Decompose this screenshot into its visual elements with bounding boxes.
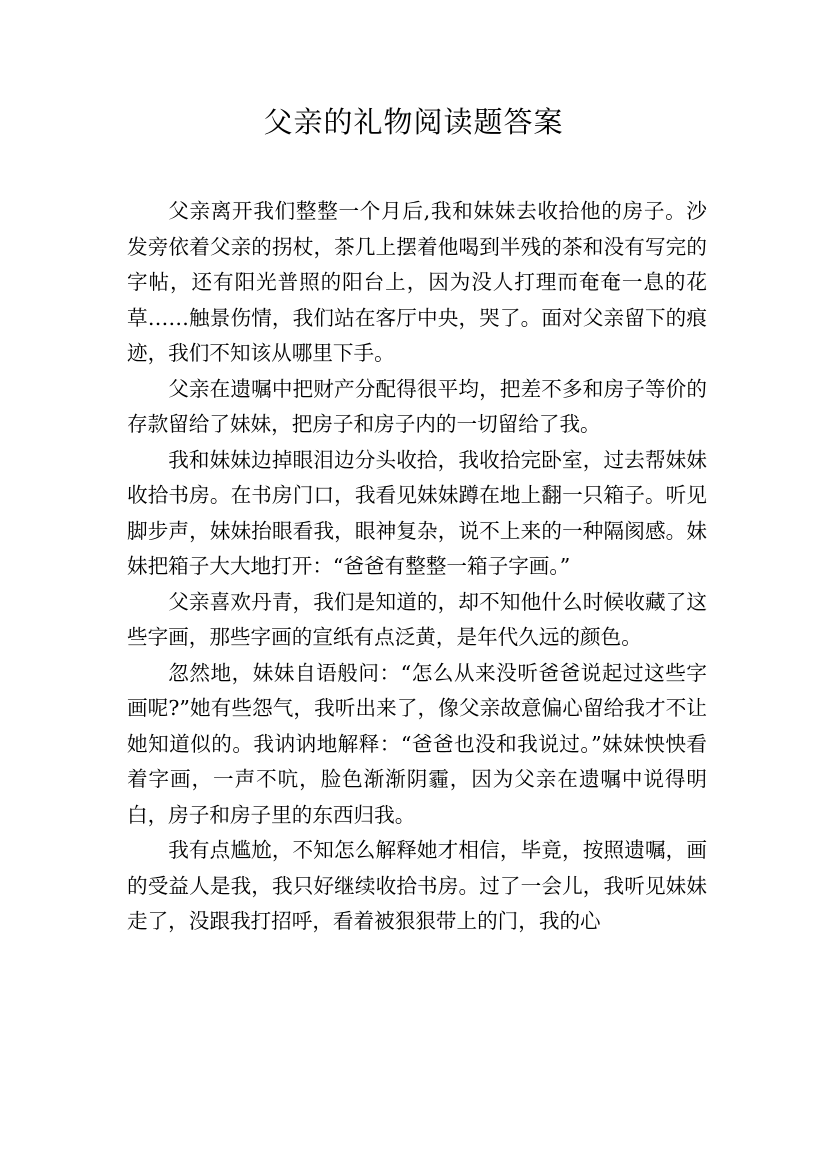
- paragraph: 我和妹妹边掉眼泪边分头收拾，我收拾完卧室，过去帮妹妹收拾书房。在书房门口，我看见妹妹蹲在地上翻一只箱子。听见脚步声，妹妹抬眼看我，眼神复杂，说不上来的一种隔阂感。妹妹把箱子大大地打开：“爸爸有整整一箱子字画。”: [127, 447, 707, 578]
- paragraph: 父亲喜欢丹青，我们是知道的，却不知他什么时候收藏了这些字画，那些字画的宣纸有点泛黄，是年代久远的颜色。: [127, 589, 707, 649]
- paragraph: 父亲离开我们整整一个月后,我和妹妹去收拾他的房子。沙发旁依着父亲的拐杖，茶几上摆着他喝到半残的茶和没有写完的字帖，还有阳光普照的阳台上，因为没人打理而奄奄一息的花草……触景伤情，我们站在客厅中央，哭了。面对父亲留下的痕迹，我们不知该从哪里下手。: [127, 199, 707, 365]
- article-body: [127, 194, 707, 940]
- paragraph: 父亲在遗嘱中把财产分配得很平均，把差不多和房子等价的存款留给了妹妹，把房子和房子内的一切留给了我。: [127, 376, 707, 436]
- document-title: 父亲的礼物阅读题答案: [263, 105, 564, 139]
- paragraph: 我有点尴尬，不知怎么解释她才相信，毕竟，按照遗嘱，画的受益人是我，我只好继续收拾书房。过了一会儿，我听见妹妹走了，没跟我打招呼，看着被狠狠带上的门，我的心: [127, 838, 707, 933]
- paragraph: 忽然地，妹妹自语般问：“怎么从来没听爸爸说起过这些字画呢?”她有些怨气，我听出来了，像父亲故意偏心留给我才不让她知道似的。我讷讷地解释：“爸爸也没和我说过。”妹妹怏怏看着字画，一声不吭，脸色渐渐阴霾，因为父亲在遗嘱中说得明白，房子和房子里的东西归我。: [127, 660, 707, 827]
